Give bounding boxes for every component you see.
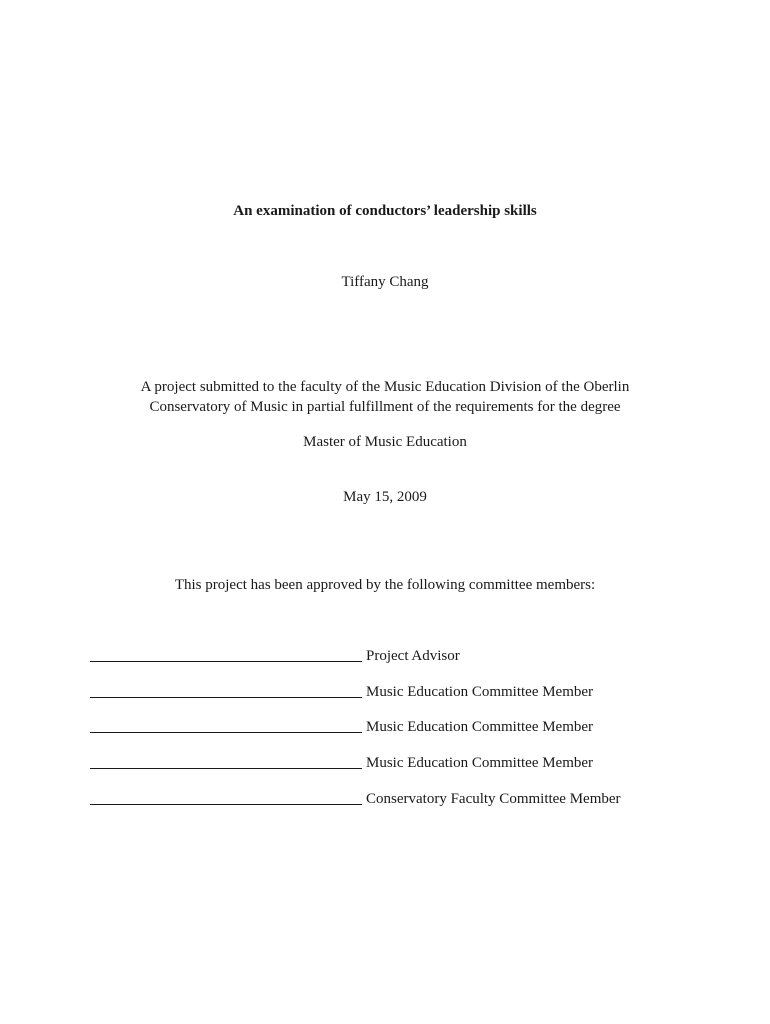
signature-role: Music Education Committee Member: [366, 719, 594, 735]
signature-line: [90, 697, 362, 698]
signature-role: Conservatory Faculty Committee Member: [366, 791, 621, 807]
signature-role: Project Advisor: [366, 648, 460, 664]
signature-row-committee-member-2: [90, 717, 730, 739]
document-title: An examination of conductors’ leadership skills: [233, 203, 537, 219]
signature-line: [90, 661, 362, 662]
author-name: Tiffany Chang: [341, 274, 429, 290]
signature-line: [90, 732, 362, 733]
signature-row-project-advisor: [90, 646, 730, 668]
degree-name: Master of Music Education: [303, 434, 467, 450]
signature-role: Music Education Committee Member: [366, 684, 594, 700]
submission-statement-line-2: Conservatory of Music in partial fulfillment of the requirements for the degree: [149, 399, 621, 415]
signature-row-conservatory-faculty: [90, 789, 730, 811]
signature-row-committee-member-1: [90, 682, 730, 704]
signature-line: [90, 804, 362, 805]
submission-statement-line-1: A project submitted to the faculty of the Music Education Division of the Oberlin: [140, 379, 630, 395]
signature-row-committee-member-3: [90, 753, 730, 775]
approval-statement: This project has been approved by the following committee members:: [174, 577, 596, 593]
signature-role: Music Education Committee Member: [366, 755, 594, 771]
signature-line: [90, 768, 362, 769]
submission-date: May 15, 2009: [343, 489, 427, 505]
